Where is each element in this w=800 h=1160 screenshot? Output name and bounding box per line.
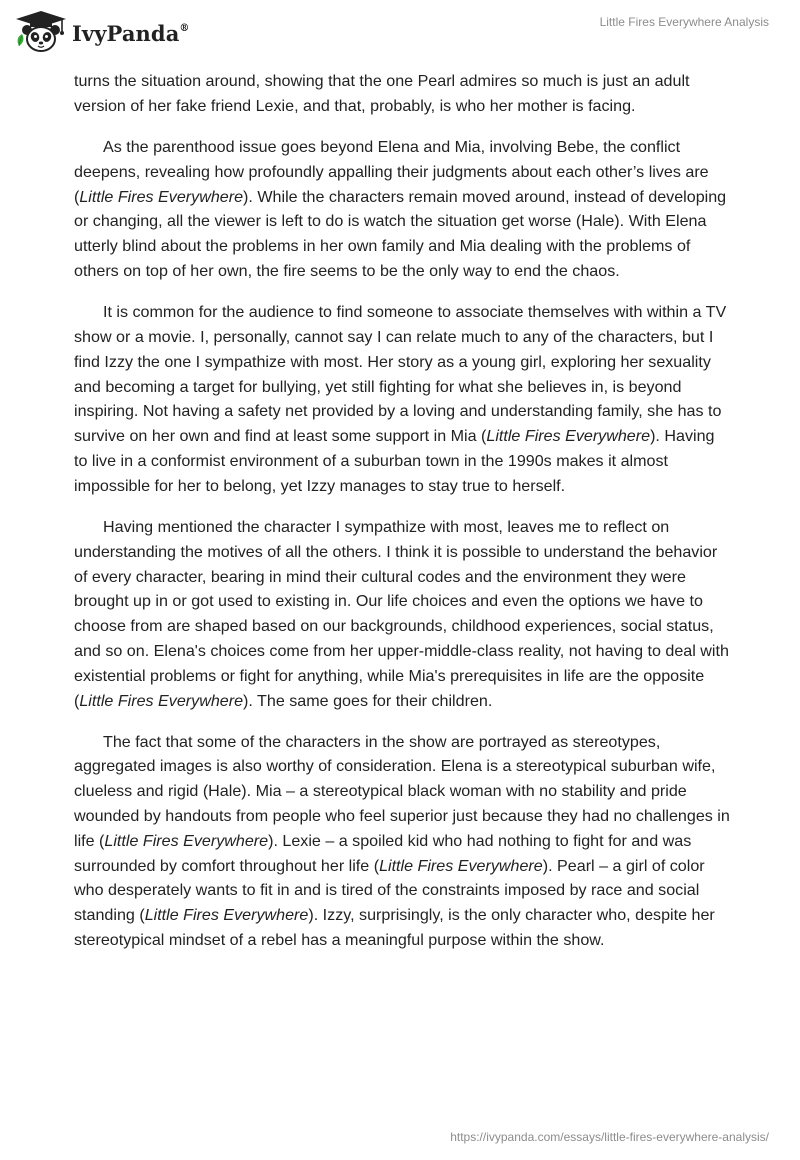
paragraph-5-text-1: The fact that some of the characters in the show are portrayed as stereotypes, aggregated images is also worthy of consideration. Elena is a stereotypical suburban wife, clueless and rigid (Hale). Mia – a stereotypical black woman with no stability and pride wounded by handouts from people who feel superior just because they had no challenges in life ( — [74, 732, 730, 850]
panda-graduate-icon — [14, 10, 68, 54]
paragraph-3 — [74, 300, 730, 498]
paragraph-5-text-2: ). Lexie – a spoiled kid who had nothing to fight for and was surrounded by comfort throughout her life ( — [74, 831, 692, 875]
paragraph-3-text-1: It is common for the audience to find someone to associate themselves with within a TV show or a movie. I, personally, cannot say I can relate much to any of the characters, but I find Izzy the one I sympathize with most. Her story as a young girl, exploring her sexuality and becoming a target for bullying, yet still fighting for what she believes in, is beyond inspiring. Not having a safety net provided by a loving and understanding family, she has to survive on her own and find at least some support in Mia ( — [74, 303, 727, 446]
essay-body — [74, 69, 730, 969]
paragraph-2-text-2: ). While the characters remain moved around, instead of developing or changing, all the viewer is left to do is watch the situation get worse (Hale). With Elena utterly blind about the problems in her own family and Mia dealing with the problems of others on top of her own, the fire seems to be the only way to end the chaos. — [74, 187, 727, 280]
document-title: Little Fires Everywhere Analysis — [599, 15, 769, 29]
paragraph-3-text-2: ). Having to live in a conformist environment of a suburban town in the 1990s makes it almost impossible for her to belong, yet Izzy manages to stay true to herself. — [74, 427, 715, 495]
paragraph-5-text-3: ). Pearl – a girl of color who desperately wants to fit in and is tired of the constraints imposed by race and social standing ( — [74, 856, 705, 925]
brand-name-text: IvyPanda — [72, 20, 180, 46]
paragraph-1 — [74, 69, 730, 119]
citation-title: Little Fires Everywhere — [79, 187, 244, 206]
paragraph-2-text-1: As the parenthood issue goes beyond Elena and Mia, involving Bebe, the conflict deepens, revealing how profoundly appalling their judgments about each other’s lives are ( — [74, 137, 709, 206]
registered-mark: ® — [179, 22, 190, 34]
citation-title: Little Fires Everywhere — [379, 856, 543, 875]
paragraph-5-text-4: ). Izzy, surprisingly, is the only character who, despite her stereotypical mindset of a rebel has a meaningful purpose within the show. — [74, 906, 715, 950]
paragraph-2 — [74, 135, 730, 284]
paragraph-4-text-2: ). The same goes for their children. — [243, 691, 493, 710]
source-url-link[interactable]: https://ivypanda.com/essays/little-fires-everywhere-analysis/ — [450, 1130, 769, 1144]
paragraph-4-text-1: Having mentioned the character I sympathize with most, leaves me to reflect on understanding the motives of all the others. I think it is possible to understand the behavior of every character, bearing in mind their cultural codes and the environment they were brought up in or got used to existing in. Our life choices and even the options we have to choose from are shaped based on our backgrounds, childhood experiences, social status, and so on. Elena's choices come from her upper-middle-class reality, not having to deal with existential problems or fight for anything, while Mia's prerequisites in life are the opposite ( — [74, 517, 729, 710]
citation-title: Little Fires Everywhere — [104, 831, 269, 850]
brand-name — [72, 21, 190, 46]
citation-title: Little Fires Everywhere — [486, 427, 651, 446]
paragraph-1-text: turns the situation around, showing that the one Pearl admires so much is just an adult version of her fake friend Lexie, and that, probably, is who her mother is facing. — [74, 72, 690, 115]
citation-title: Little Fires Everywhere — [144, 906, 309, 925]
citation-title: Little Fires Everywhere — [79, 691, 244, 710]
paragraph-5 — [74, 730, 730, 953]
paragraph-4 — [74, 515, 730, 713]
ivypanda-logo[interactable] — [14, 10, 190, 54]
page-header — [0, 0, 800, 60]
